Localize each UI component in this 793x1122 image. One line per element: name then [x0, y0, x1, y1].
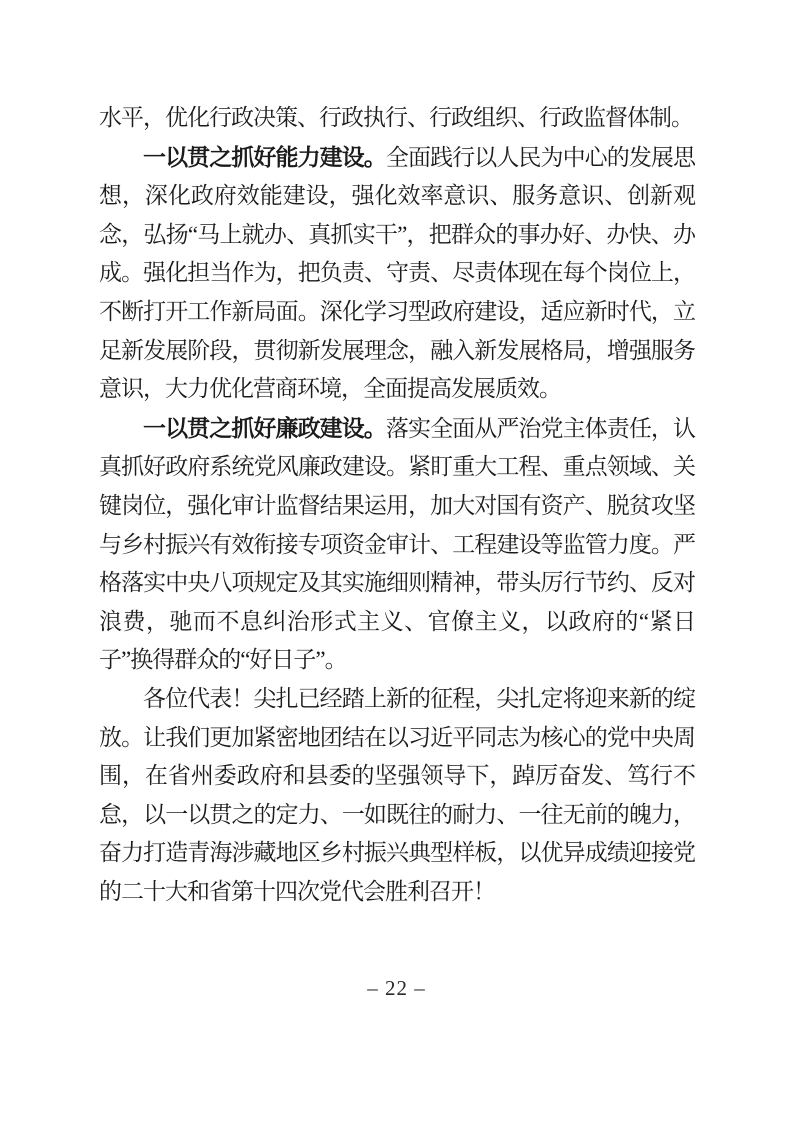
paragraph-text: 落实全面从严治党主体责任，认真抓好政府系统党风廉政建设。紧盯重大工程、重点领域、关键岗位，强化审计监督结果运用，加大对国有资产、脱贫攻坚与乡村振兴有效衔接专项资金审计、工程建设等监管力度。严格落实中央八项规定及其实施细则精神，带头厉行节约、反对浪费，驰而不息纠治形式主义、官僚主义，以政府的“紧日子”换得群众的“好日子”。	[99, 415, 696, 673]
paragraph-lead: 一以贯之抓好廉政建设。	[143, 414, 386, 441]
paragraph-text: 全面践行以人民为中心的发展思想，深化政府效能建设，强化效率意识、服务意识、创新观念，弘扬“马上就办、真抓实干”，把群众的事办好、办快、办成。强化担当作为，把负责、守责、尽责体现在每个岗位上，不断打开工作新局面。深化学习型政府建设，适应新时代，立足新发展阶段，贯彻新发展理念，融入新发展格局，增强服务意识，大力优化营商环境，全面提高发展质效。	[99, 144, 696, 402]
paragraph-continuation	[99, 99, 695, 138]
paragraph-text: 水平，优化行政决策、行政执行、行政组织、行政监督体制。	[99, 105, 693, 130]
page-number: – 22 –	[367, 976, 426, 1000]
paragraph-lead: 一以贯之抓好能力建设。	[143, 143, 386, 170]
paragraph-text: 各位代表！尖扎已经踏上新的征程，尖扎定将迎来新的绽放。让我们更加紧密地团结在以习近平同志为核心的党中央周围，在省州委政府和县委的坚强领导下，踔厉奋发、笃行不怠，以一以贯之的定力、一如既往的耐力、一往无前的魄力，奋力打造青海涉藏地区乡村振兴典型样板，以优异成绩迎接党的二十大和省第十四次党代会胜利召开！	[99, 685, 695, 904]
document-body	[99, 99, 695, 911]
paragraph-closing	[99, 680, 695, 912]
paragraph-clean-governance	[99, 409, 695, 680]
paragraph-capacity-building	[99, 138, 695, 409]
